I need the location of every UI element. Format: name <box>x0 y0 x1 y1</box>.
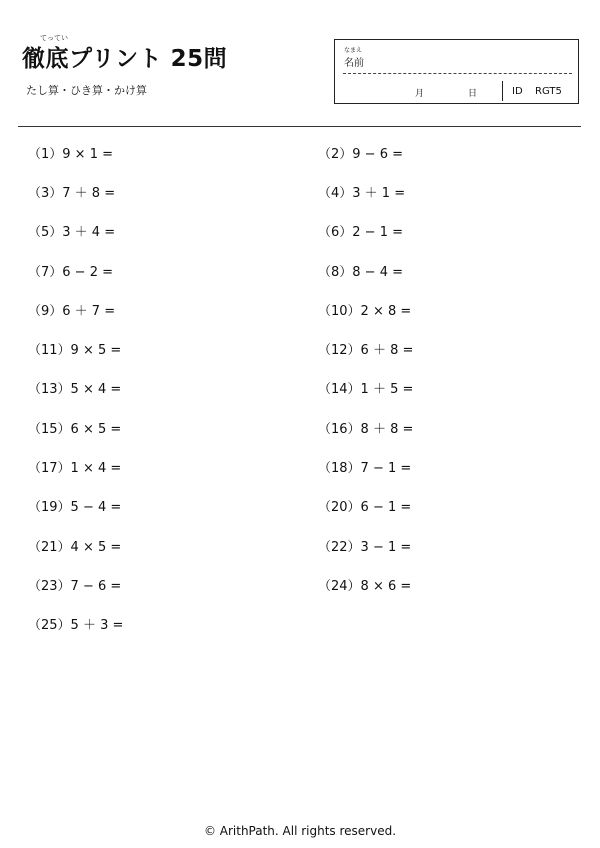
problem-item: （13）5 × 4 = <box>28 382 122 397</box>
id-separator <box>502 81 503 101</box>
month-label: 月 <box>415 89 425 99</box>
problem-item: （19）5 − 4 = <box>28 500 122 515</box>
problem-item: （20）6 − 1 = <box>318 500 412 515</box>
name-dotted-line <box>343 73 572 74</box>
title-ruby: てってい <box>40 34 68 42</box>
problem-item: （12）6 ＋ 8 = <box>318 343 414 358</box>
problem-item: （9）6 ＋ 7 = <box>28 304 116 319</box>
problem-item: （25）5 ＋ 3 = <box>28 618 124 633</box>
name-label: 名前 <box>344 58 364 69</box>
problem-item: （14）1 ＋ 5 = <box>318 382 414 397</box>
problem-item: （23）7 − 6 = <box>28 579 122 594</box>
problem-item: （1）9 × 1 = <box>28 147 113 162</box>
problem-item: （5）3 ＋ 4 = <box>28 225 116 240</box>
problem-item: （10）2 × 8 = <box>318 304 412 319</box>
name-ruby: なまえ <box>344 47 363 54</box>
copyright-footer: © ArithPath. All rights reserved. <box>203 824 397 838</box>
problem-item: （6）2 − 1 = <box>318 225 403 240</box>
problem-item: （11）9 × 5 = <box>28 343 122 358</box>
problem-item: （17）1 × 4 = <box>28 461 122 476</box>
day-label: 日 <box>468 89 478 99</box>
problem-item: （3）7 ＋ 8 = <box>28 186 116 201</box>
problem-item: （16）8 ＋ 8 = <box>318 422 414 437</box>
id-label: ID <box>512 86 523 97</box>
problem-item: （15）6 × 5 = <box>28 422 122 437</box>
header-divider <box>18 126 581 127</box>
problem-item: （18）7 − 1 = <box>318 461 412 476</box>
problem-item: （8）8 − 4 = <box>318 265 403 280</box>
id-value: RGT5 <box>535 86 562 97</box>
page-title: 徹底プリント 25問 <box>22 46 228 72</box>
problem-item: （24）8 × 6 = <box>318 579 412 594</box>
problem-item: （22）3 − 1 = <box>318 540 412 555</box>
page-subtitle: たし算・ひき算・かけ算 <box>26 84 147 97</box>
name-date-box <box>334 39 579 104</box>
problem-item: （21）4 × 5 = <box>28 540 122 555</box>
problem-item: （7）6 − 2 = <box>28 265 113 280</box>
problem-item: （4）3 ＋ 1 = <box>318 186 406 201</box>
problem-item: （2）9 − 6 = <box>318 147 403 162</box>
